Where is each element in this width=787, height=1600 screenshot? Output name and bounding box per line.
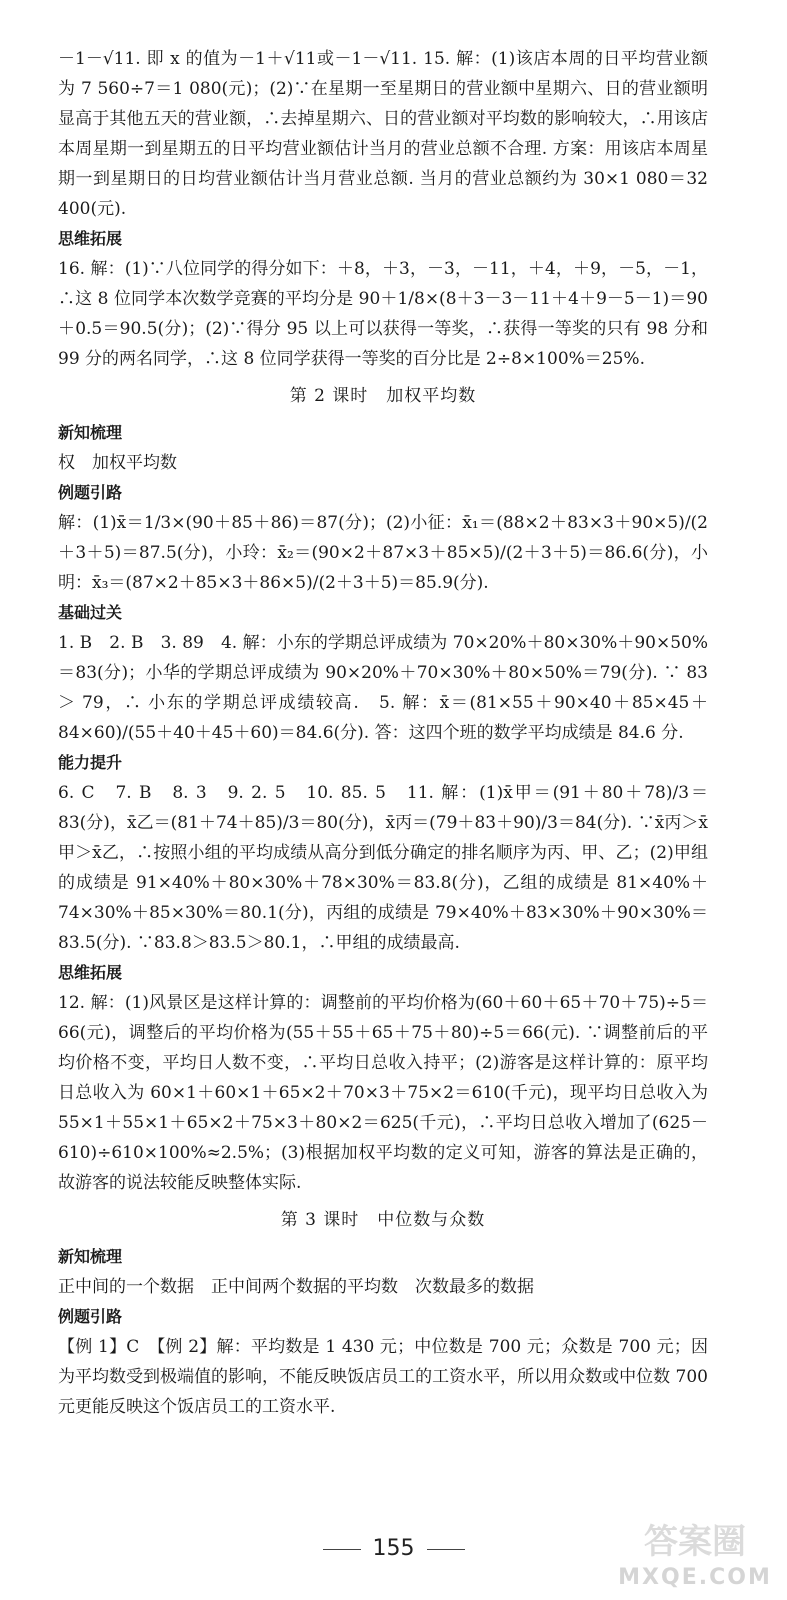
answer-paragraph: 正中间的一个数据 正中间两个数据的平均数 次数最多的数据 [58,1277,534,1297]
answer-paragraph: 1. B 2. B 3. 89 4. 解：小东的学期总评成绩为 70×20%＋80×30%＋90×50%＝83(分)；小华的学期总评成绩为 90×20%＋70×30%＋80×50%＝79(分). ∵ 83 ＞ 79，∴ 小东的学期总评成绩较高. 5. 解：x̄＝(81×55＋90×40＋85×45＋84×60)/(55＋40＋45＋60)＝84.6(分). 答：这四个班的数学平均成绩是 84.6 分. [58,633,708,743]
section-heading: 思维拓展 [58,229,123,248]
watermark-latin: MXQE.COM [618,1565,772,1590]
lesson-title: 第 2 课时 加权平均数 [289,386,477,406]
watermark-logo [615,1514,775,1594]
answer-paragraph: 权 加权平均数 [58,453,177,473]
answer-paragraph: 12. 解：(1)风景区是这样计算的：调整前的平均价格为(60＋60＋65＋70＋75)÷5＝66(元)，调整后的平均价格为(55＋55＋65＋75＋80)÷5＝66(元). ∵调整前后的平均价格不变，平均日人数不变，∴平均日总收入持平；(2)游客是这样计算的：原平均日总收入为 60×1＋60×1＋65×2＋70×3＋75×2＝610(千元)，现平均日总收入为 55×1＋55×1＋65×2＋75×3＋80×2＝625(千元)，∴平均日总收入增加了(625－610)÷610×100%≈2.5%；(3)根据加权平均数的定义可知，游客的算法是正确的，故游客的说法较能反映整体实际. [58,993,708,1193]
section-heading: 例题引路 [58,1307,123,1326]
section-heading: 新知梳理 [58,423,123,442]
answer-paragraph: 16. 解：(1)∵八位同学的得分如下：＋8，＋3，－3，－11，＋4，＋9，－5，－1，∴这 8 位同学本次数学竞赛的平均分是 90＋1/8×(8＋3－3－11＋4＋9－5－1)＝90＋0.5＝90.5(分)；(2)∵得分 95 以上可以获得一等奖，∴获得一等奖的只有 98 分和 99 分的两名同学，∴这 8 位同学获得一等奖的百分比是 2÷8×100%＝25%. [58,259,708,369]
section-heading: 能力提升 [58,753,123,772]
lesson-title: 第 3 课时 中位数与众数 [280,1210,486,1230]
answer-paragraph: 解：(1)x̄＝1/3×(90＋85＋86)＝87(分)；(2)小征：x̄₁＝(88×2＋83×3＋90×5)/(2＋3＋5)＝87.5(分)，小玲：x̄₂＝(90×2＋87×3＋85×5)/(2＋3＋5)＝86.6(分)，小明：x̄₃＝(87×2＋85×3＋86×5)/(2＋3＋5)＝85.9(分). [58,513,708,593]
watermark-chinese: 答案圈 [644,1522,746,1562]
section-heading: 基础过关 [58,603,123,622]
page-number: 155 [0,1536,787,1561]
section-heading: 例题引路 [58,483,123,502]
section-heading: 思维拓展 [58,963,123,982]
section-heading: 新知梳理 [58,1247,123,1266]
answer-paragraph: －1－√11. 即 x 的值为－1＋√11或－1－√11. 15. 解：(1)该店本周的日平均营业额为 7 560÷7＝1 080(元)；(2)∵在星期一至星期日的营业额中星期六、日的营业额明显高于其他五天的营业额，∴去掉星期六、日的营业额对平均数的影响较大，∴用该店本周星期一到星期五的日平均营业额估计当月的营业总额不合理. 方案：用该店本周星期一到星期日的日均营业额估计当月营业总额. 当月的营业总额约为 30×1 080＝32 400(元). [58,49,708,219]
answer-paragraph: 6. C 7. B 8. 3 9. 2. 5 10. 85. 5 11. 解：(1)x̄甲＝(91＋80＋78)/3＝83(分)，x̄乙＝(81＋74＋85)/3＝80(分)，x̄丙＝(79＋83＋90)/3＝84(分). ∵x̄丙＞x̄甲＞x̄乙，∴按照小组的平均成绩从高分到低分确定的排名顺序为丙、甲、乙；(2)甲组的成绩是 91×40%＋80×30%＋78×30%＝83.8(分)，乙组的成绩是 81×40%＋74×30%＋85×30%＝80.1(分)，丙组的成绩是 79×40%＋83×30%＋90×30%＝83.5(分). ∵83.8＞83.5＞80.1，∴甲组的成绩最高. [58,783,708,953]
answer-paragraph: 【例 1】C 【例 2】解：平均数是 1 430 元；中位数是 700 元；众数是 700 元；因为平均数受到极端值的影响，不能反映饭店员工的工资水平，所以用众数或中位数 700 元更能反映这个饭店员工的工资水平. [58,1337,708,1417]
page-content [58,44,708,1422]
